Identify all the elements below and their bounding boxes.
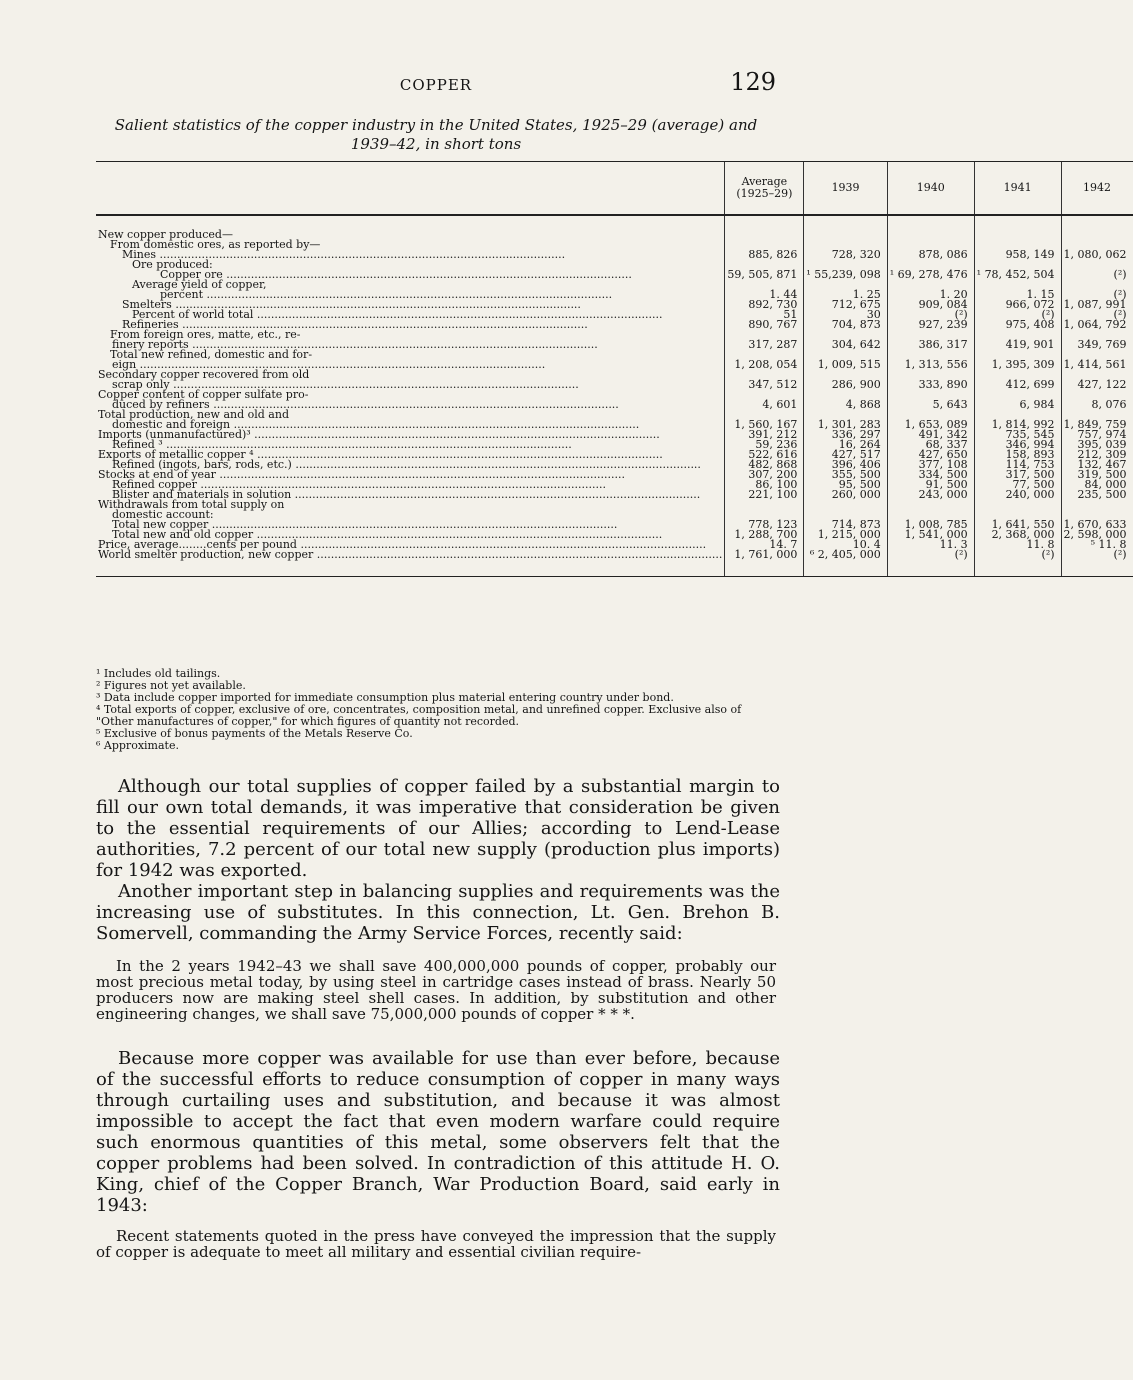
table-end-rule [96,560,1133,577]
value-cell [974,500,1061,510]
value-cell: ¹ 78, 452, 504 [974,270,1061,280]
row-label: Refined copper ..... [98,480,722,490]
row-label: Withdrawals from total supply on [98,498,285,511]
row-label: Secondary copper recovered from old [98,368,310,381]
footnote: ⁴ Total exports of copper, exclusive of ore, concentrates, composition metal, and unrefined copper. Exclusive also of "Other manufactures of copper," for which figures of quantity not recorded. [96,703,742,728]
footnote: ⁶ Approximate. [96,739,179,752]
value-cell: 878, 086 [887,250,974,260]
value-cell: 349, 769 [1061,340,1132,350]
column-header: 1940 [887,162,974,216]
row-label: Stocks at end of year ..... [98,470,722,480]
value-cell: 975, 408 [974,320,1061,330]
value-cell: 319, 500 [1061,470,1132,480]
value-cell: 260, 000 [804,490,887,500]
value-cell: 1, 849, 759 [1061,420,1132,430]
row-label: New copper produced— [98,228,233,241]
value-cell: 240, 000 [974,490,1061,500]
value-cell: 5, 643 [887,400,974,410]
value-cell: 212, 309 [1061,450,1132,460]
quote-paragraph: In the 2 years 1942–43 we shall save 400,000,000 pounds of copper, probably our most precious metal today, by using steel in cartridge cases instead of brass. Nearly 50 producers now are making steel shell cases. In addition, by substitution and other engineering changes, we shall save 75,000,000 pounds of copper * * *. [96,957,776,1023]
value-cell: 346, 994 [974,440,1061,450]
value-cell: (²) [1061,550,1132,560]
value-cell: 59, 236 [725,440,804,450]
quote-paragraph: Recent statements quoted in the press have conveyed the impression that the supply of copper is adequate to meet all military and essential civilian require- [96,1227,776,1261]
row-label: From domestic ores, as reported by— [110,238,321,251]
footnote: ³ Data include copper imported for immediate consumption plus material entering country under bond. [96,691,674,704]
value-cell: 966, 072 [974,300,1061,310]
row-label: Ore produced: [132,258,213,271]
value-cell: (²) [1061,310,1132,320]
column-header: 1942 [1061,162,1132,216]
value-cell: 336, 297 [804,430,887,440]
value-cell: ¹ 55,239, 098 [804,270,887,280]
value-cell [887,500,974,510]
value-cell: 317, 500 [974,470,1061,480]
value-cell: 890, 767 [725,320,804,330]
value-cell: 1, 313, 556 [887,360,974,370]
value-cell: 51 [725,310,804,320]
value-cell: 1. 15 [974,290,1061,300]
body-paragraph: Another important step in balancing supplies and requirements was the increasing use of substitutes. In this connection, Lt. Gen. Brehon B. Somervell, commanding the Army Service Forces, recently said: [96,881,780,944]
value-cell: 714, 873 [804,520,887,530]
value-cell: 2, 368, 000 [974,530,1061,540]
value-cell [804,500,887,510]
value-cell: 84, 000 [1061,480,1132,490]
value-cell [974,230,1061,240]
value-cell: ⁶ 2, 405, 000 [804,550,887,560]
value-cell: 1, 761, 000 [725,550,804,560]
table-body [96,215,1133,577]
row-label-cell [96,550,725,560]
value-cell: 132, 467 [1061,460,1132,470]
block-quote [96,1228,776,1260]
table-footnotes [96,668,776,752]
statistics-table [96,161,1133,577]
value-cell: 885, 826 [725,250,804,260]
value-cell: 1, 008, 785 [887,520,974,530]
row-label: Exports of metallic copper ⁴ ..... [98,450,722,460]
value-cell: 286, 900 [804,380,887,390]
row-label: Refineries ..... [98,320,722,330]
value-cell [887,230,974,240]
column-header: 1939 [804,162,887,216]
value-cell: 1, 215, 000 [804,530,887,540]
table-spacer-row [96,215,1133,230]
value-cell: 396, 406 [804,460,887,470]
value-cell: 317, 287 [725,340,804,350]
value-cell: 347, 512 [725,380,804,390]
footnote: ² Figures not yet available. [96,679,246,692]
row-label: Imports (unmanufactured)³ ..... [98,430,722,440]
value-cell: 4, 601 [725,400,804,410]
value-cell [1061,230,1132,240]
value-cell: 221, 100 [725,490,804,500]
value-cell: 757, 974 [1061,430,1132,440]
value-cell: (²) [887,550,974,560]
label-column-header [96,162,725,216]
value-cell: 1. 25 [804,290,887,300]
value-cell: (²) [974,310,1061,320]
value-cell: 68, 337 [887,440,974,450]
value-cell: (²) [1061,270,1132,280]
block-quote [96,958,776,1022]
value-cell: 1, 541, 000 [887,530,974,540]
value-cell: 334, 500 [887,470,974,480]
row-label: Total new copper ..... [98,520,722,530]
value-cell [725,500,804,510]
value-cell: 114, 753 [974,460,1061,470]
value-cell: 958, 149 [974,250,1061,260]
value-cell: 1. 44 [725,290,804,300]
body-section-1 [96,776,780,944]
value-cell [804,230,887,240]
value-cell: 482, 868 [725,460,804,470]
value-cell: 11. 8 [974,540,1061,550]
footnote: ¹ Includes old tailings. [96,667,221,680]
value-cell: 333, 890 [887,380,974,390]
value-cell: 522, 616 [725,450,804,460]
value-cell: 778, 123 [725,520,804,530]
value-cell: 735, 545 [974,430,1061,440]
value-cell: 377, 108 [887,460,974,470]
row-label: Refined (ingots, bars, rods, etc.) ..... [98,460,722,470]
value-cell: ¹ 69, 278, 476 [887,270,974,280]
row-label: scrap only ..... [98,380,722,390]
value-cell: 419, 901 [974,340,1061,350]
value-cell: 1, 814, 992 [974,420,1061,430]
value-cell: 235, 500 [1061,490,1132,500]
column-header: Average (1925–29) [725,162,804,216]
row-label: Blister and materials in solution ..... [98,490,722,500]
value-cell: 10. 4 [804,540,887,550]
value-cell: 14. 7 [725,540,804,550]
value-cell: 95, 500 [804,480,887,490]
value-cell: (²) [974,550,1061,560]
value-cell: 1. 20 [887,290,974,300]
footnote: ⁵ Exclusive of bonus payments of the Metals Reserve Co. [96,727,413,740]
value-cell: 2, 598, 000 [1061,530,1132,540]
column-header: 1941 [974,162,1061,216]
value-cell: 59, 505, 871 [725,270,804,280]
running-head [96,68,776,98]
value-cell: 892, 730 [725,300,804,310]
value-cell: 427, 517 [804,450,887,460]
value-cell: 491, 342 [887,430,974,440]
value-cell: 395, 039 [1061,440,1132,450]
value-cell: 8, 076 [1061,400,1132,410]
value-cell: 1, 395, 309 [974,360,1061,370]
row-label: eign ..... [98,360,722,370]
value-cell: 927, 239 [887,320,974,330]
table-caption-line-1: Salient statistics of the copper industry in the United States, 1925–29 (average) and [114,116,758,134]
value-cell: 16, 264 [804,440,887,450]
value-cell [1061,500,1132,510]
value-cell: 6, 984 [974,400,1061,410]
section-title: COPPER [399,76,473,94]
value-cell: 412, 699 [974,380,1061,390]
value-cell: 304, 642 [804,340,887,350]
table-row [96,500,1133,510]
value-cell: 1, 670, 633 [1061,520,1132,530]
value-cell: 704, 873 [804,320,887,330]
row-label: Copper ore ..... [98,270,722,280]
value-cell: 1, 009, 515 [804,360,887,370]
row-label: finery reports ..... [98,340,722,350]
value-cell: 77, 500 [974,480,1061,490]
row-label: Percent of world total ..... [98,310,722,320]
value-cell: 427, 122 [1061,380,1132,390]
body-section-2 [96,1048,780,1216]
row-label: Mines ..... [98,250,722,260]
table-row [96,250,1133,260]
value-cell: 1, 301, 283 [804,420,887,430]
table-header-row [96,162,1133,216]
value-cell: 1, 064, 792 [1061,320,1132,330]
value-cell: ⁵ 11. 8 [1061,540,1132,550]
table-caption [96,116,776,154]
body-paragraph: Because more copper was available for use than ever before, because of the successful efforts to reduce consumption of copper in many ways through curtailing uses and substitution, and because it was almost impossible to accept the fact that even modern warfare could require such enormous quantities of this metal, some observers felt that the copper problems had been solved. In contradiction of this attitude H. O. King, chief of the Copper Branch, War Production Board, said early in 1943: [96,1048,780,1216]
value-cell: 712, 675 [804,300,887,310]
body-paragraph: Although our total supplies of copper failed by a substantial margin to fill our own total demands, it was imperative that consideration be given to the essential requirements of our Allies; according to Lend-Lease authorities, 7.2 percent of our total new supply (production plus imports) for 1942 was exported. [96,776,780,881]
row-label: Refined ³ ..... [98,440,722,450]
value-cell: 1, 653, 089 [887,420,974,430]
value-cell: 1, 288, 700 [725,530,804,540]
row-label: Price, average........cents per pound ..... [98,540,722,550]
row-label: Copper content of copper sulfate pro- [98,388,309,401]
value-cell: 86, 100 [725,480,804,490]
row-label: Smelters ..... [98,300,722,310]
value-cell: 91, 500 [887,480,974,490]
value-cell: (²) [887,310,974,320]
page-number: 129 [730,68,776,96]
table-row [96,550,1133,560]
value-cell: 1, 087, 991 [1061,300,1132,310]
row-label: World smelter production, new copper ..... [98,550,722,560]
row-label: Total new refined, domestic and for- [110,348,313,361]
row-label: Total production, new and old and [98,408,289,421]
value-cell: 1, 080, 062 [1061,250,1132,260]
value-cell: 243, 000 [887,490,974,500]
value-cell: 4, 868 [804,400,887,410]
row-label: Average yield of copper, [132,278,267,291]
row-label: From foreign ores, matte, etc., re- [110,328,301,341]
value-cell: 391, 212 [725,430,804,440]
value-cell: 1, 560, 167 [725,420,804,430]
table-caption-line-2: 1939–42, in short tons [350,135,522,153]
row-label: percent ..... [98,290,722,300]
value-cell: 909, 084 [887,300,974,310]
row-label: duced by refiners ..... [98,400,722,410]
value-cell: 355, 500 [804,470,887,480]
row-label: domestic account: [112,508,214,521]
value-cell [725,230,804,240]
value-cell: 386, 317 [887,340,974,350]
value-cell: 11. 3 [887,540,974,550]
value-cell: 1, 208, 054 [725,360,804,370]
value-cell: 1, 414, 561 [1061,360,1132,370]
value-cell: 158, 893 [974,450,1061,460]
value-cell: 427, 650 [887,450,974,460]
row-label: domestic and foreign ..... [98,420,722,430]
row-label: Total new and old copper ..... [98,530,722,540]
value-cell: 728, 320 [804,250,887,260]
value-cell: 307, 200 [725,470,804,480]
value-cell: 1, 641, 550 [974,520,1061,530]
value-cell: 30 [804,310,887,320]
value-cell: (²) [1061,290,1132,300]
